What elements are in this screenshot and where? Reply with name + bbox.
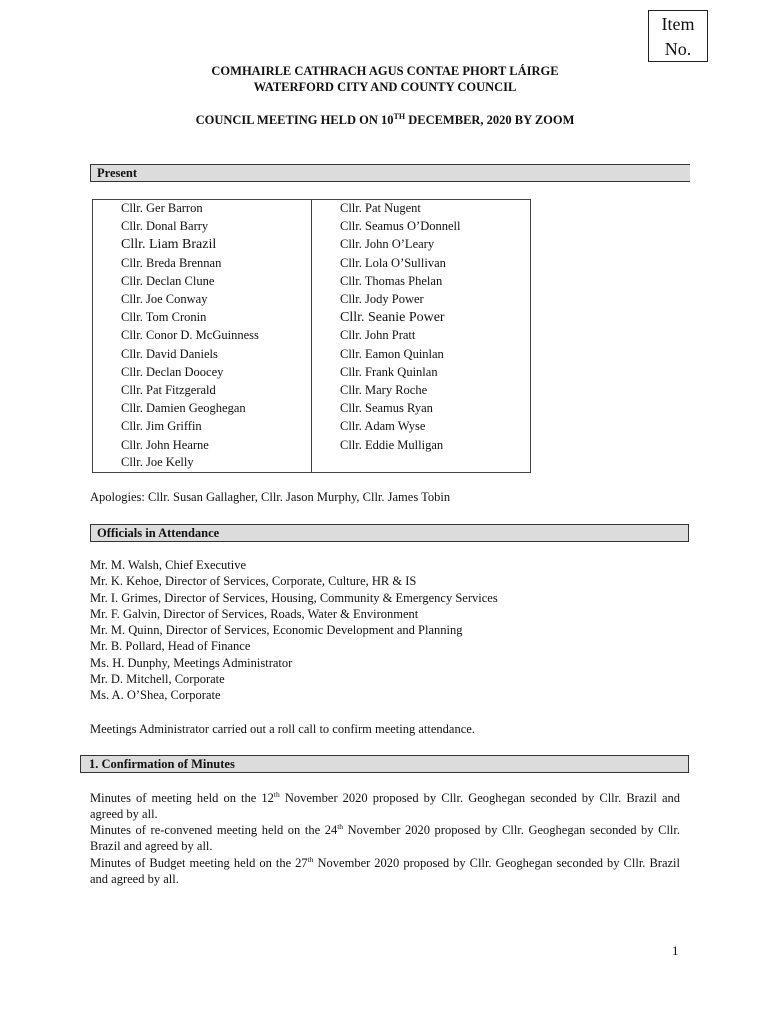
councillor-left: Cllr. Joe Kelly [93,454,312,472]
councillor-row [93,454,531,472]
confirmation-of-minutes-heading: 1. Confirmation of Minutes [80,755,689,773]
minutes-2-text-a: Minutes of re-convened meeting held on the 24 [90,823,338,837]
councillor-row [93,290,531,308]
councillor-left: Cllr. David Daniels [93,345,312,363]
councillor-row [93,345,531,363]
minutes-2-sup: th [337,821,344,831]
councillor-row [93,236,531,254]
meeting-title [0,113,770,128]
councillor-right [312,454,531,472]
council-name-irish: COMHAIRLE CATHRACH AGUS CONTAE PHORT LÁIRGE [211,64,559,78]
minutes-3-sup: th [307,854,314,864]
apologies-text: Apologies: Cllr. Susan Gallagher, Cllr. Jason Murphy, Cllr. James Tobin [90,490,451,504]
councillor-right: Cllr. Eamon Quinlan [312,345,531,363]
councillor-row [93,200,531,218]
councillor-right: Cllr. Adam Wyse [312,418,531,436]
councillor-right: Cllr. Seamus Ryan [312,400,531,418]
councillor-row [93,272,531,290]
minutes-3-text-b: November 2020 proposed by Cllr. Geoghegan seconded by Cllr. Brazil and agreed by all. [90,856,680,887]
councillor-left: Cllr. Tom Cronin [93,309,312,327]
council-name-english: WATERFORD CITY AND COUNTY COUNCIL [253,80,517,94]
official-item: Mr. M. Quinn, Director of Services, Economic Development and Planning [90,623,463,638]
councillor-right: Cllr. Lola O’Sullivan [312,254,531,272]
minutes-1-sup: th [273,789,280,799]
councillor-row [93,363,531,381]
item-label: Item [661,14,695,34]
councillor-row [93,400,531,418]
councillor-row [93,418,531,436]
councillor-row [93,381,531,399]
meeting-title-post: DECEMBER, 2020 BY ZOOM [405,113,575,127]
councillor-right: Cllr. Eddie Mulligan [312,436,531,454]
officials-heading: Officials in Attendance [90,524,689,542]
roll-call-text: Meetings Administrator carried out a roll call to confirm meeting attendance. [90,722,475,736]
councillor-left: Cllr. Ger Barron [93,200,312,218]
official-item: Mr. D. Mitchell, Corporate [90,672,225,687]
official-item: Mr. F. Galvin, Director of Services, Roads, Water & Environment [90,606,419,621]
meeting-title-pre: COUNCIL MEETING HELD ON 10 [195,113,394,127]
official-item: Mr. K. Kehoe, Director of Services, Corporate, Culture, HR & IS [90,574,417,589]
councillors-table [92,199,531,473]
councillor-left: Cllr. John Hearne [93,436,312,454]
councillor-right: Cllr. Seamus O’Donnell [312,218,531,236]
councillor-left: Cllr. Breda Brennan [93,254,312,272]
councillor-row [93,309,531,327]
councillor-left: Cllr. Declan Clune [93,272,312,290]
councillor-row [93,254,531,272]
minutes-1-text-a: Minutes of meeting held on the 12 [90,791,274,805]
councillor-left: Cllr. Pat Fitzgerald [93,381,312,399]
minutes-2-text-b: November 2020 proposed by Cllr. Geoghegan seconded by Cllr. Brazil and agreed by all. [90,823,680,854]
councillor-left: Cllr. Liam Brazil [93,236,312,254]
councillor-right: Cllr. Seanie Power [312,309,531,327]
minutes-1-text-b: November 2020 proposed by Cllr. Geoghegan seconded by Cllr. Brazil and agreed by all. [90,791,680,822]
councillor-left: Cllr. Declan Doocey [93,363,312,381]
minutes-3-text-a: Minutes of Budget meeting held on the 27 [90,856,308,870]
present-heading: Present [90,164,690,182]
page-number: 1 [672,943,679,958]
councillor-right: Cllr. Thomas Phelan [312,272,531,290]
minutes-paragraph-2 [90,822,680,855]
councillor-right: Cllr. John O’Leary [312,236,531,254]
councillor-right: Cllr. Mary Roche [312,381,531,399]
councillor-row [93,436,531,454]
item-no-label: No. [664,39,692,59]
minutes-paragraph-1 [90,790,680,823]
councillor-right: Cllr. John Pratt [312,327,531,345]
councillor-left: Cllr. Conor D. McGuinness [93,327,312,345]
official-item: Mr. M. Walsh, Chief Executive [90,558,247,572]
meeting-title-sup: TH [393,111,406,121]
councillor-left: Cllr. Joe Conway [93,290,312,308]
councillor-left: Cllr. Jim Griffin [93,418,312,436]
official-item: Mr. I. Grimes, Director of Services, Housing, Community & Emergency Services [90,590,498,605]
item-number-box [648,10,708,62]
councillor-row [93,327,531,345]
councillor-right: Cllr. Frank Quinlan [312,363,531,381]
councillor-left: Cllr. Donal Barry [93,218,312,236]
councillor-row [93,218,531,236]
councillor-right: Cllr. Pat Nugent [312,200,531,218]
officials-list [90,557,680,704]
councillor-left: Cllr. Damien Geoghegan [93,400,312,418]
official-item: Mr. B. Pollard, Head of Finance [90,639,251,654]
official-item: Ms. A. O’Shea, Corporate [90,688,221,703]
minutes-paragraph-3 [90,855,680,888]
councillor-right: Cllr. Jody Power [312,290,531,308]
official-item: Ms. H. Dunphy, Meetings Administrator [90,655,293,670]
